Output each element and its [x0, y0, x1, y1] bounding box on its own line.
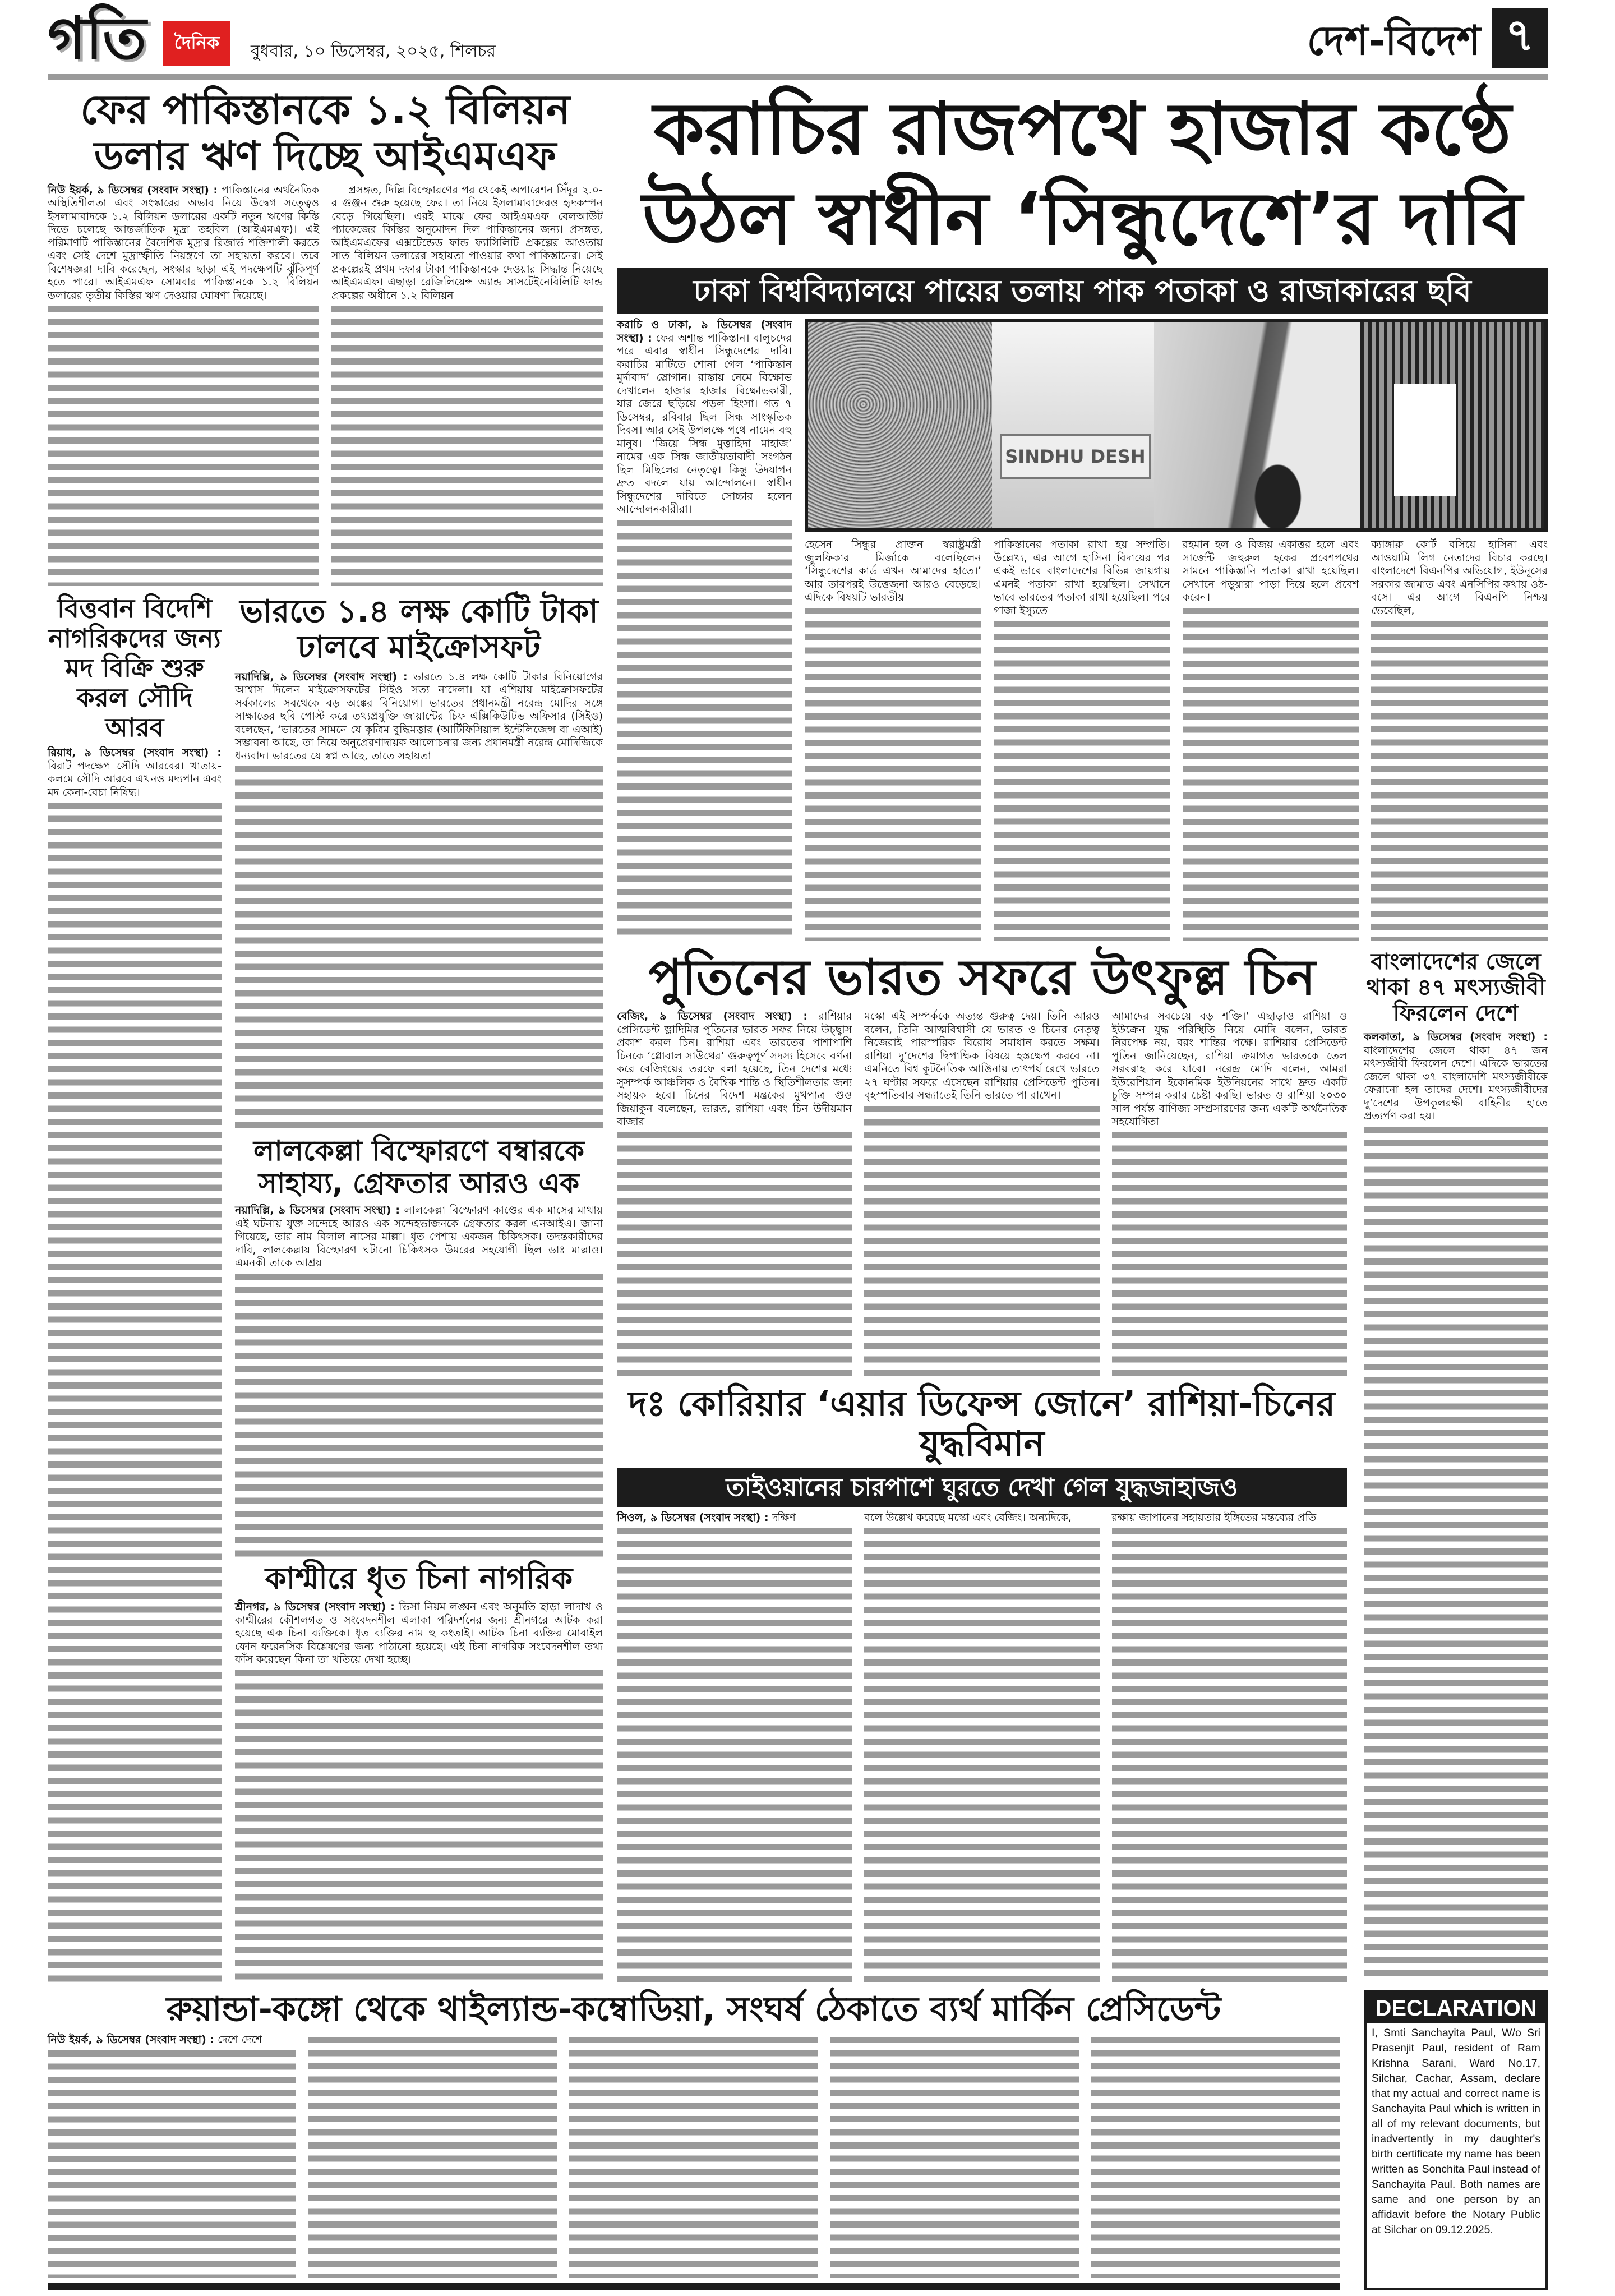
saudi-article — [48, 592, 222, 1983]
main-text: ফের অশান্ত পাকিস্তান। বালুচদের পরে এবার স্বাধীন সিন্ধুদেশের দাবি। করাচির মাটিতে শোনা গেল ‘পাকিস্তান মুর্দাবাদ’ স্লোগান। রাস্তায় নেমে বিক্ষোভ দেখালেন হাজার হাজার বিক্ষোভকারী, যার জেরে ছড়িয়ে পড়ল হিংসা। গত ৭ ডিসেম্বর, রবিবার ছিল সিন্ধ সাংস্কৃতিক দিবস। আর সেই উপলক্ষে পথে নামেন বহু মানুষ। ‘জিয়ে সিন্ধ মুত্তাহিদা মাহাজ’ নামের এক সিন্ধ জাতীয়তাবাদী সংগঠন ছিল মিছিলের নেতৃত্বে। কিন্তু উদযাপন দ্রুত বদলে যায় আন্দোলনে। স্বাধীন সিন্ধুদেশের দাবিতে সোচ্চার হলেন আন্দোলনকারীরা। — [617, 331, 792, 516]
text-filler — [830, 2034, 1079, 2278]
imf-dateline: নিউ ইয়র্ক, ৯ ডিসেম্বর (সংবাদ সংস্থা) : — [48, 183, 218, 196]
us-president-column-2 — [308, 2034, 557, 2278]
fishermen-article — [1364, 947, 1548, 1983]
kashmir-dateline: শ্রীনগর, ৯ ডিসেম্বর (সংবাদ সংস্থা) : — [235, 1601, 395, 1613]
microsoft-article — [235, 592, 603, 1133]
text-filler — [1112, 1129, 1347, 1381]
main-headline: করাচির রাজপথে হাজার কণ্ঠে উঠল স্বাধীন ‘সিন্ধুদেশে’র দাবি — [642, 86, 1522, 261]
photo-sindhudesh-banner — [992, 322, 1154, 528]
us-president-text: দেশে দেশে — [218, 2034, 262, 2046]
photo-crowd — [808, 322, 992, 528]
putin-text-3: আমাদের সবচেয়ে বড় শক্তি।’ এছাড়াও রাশিয়া ও ইউক্রেন যুদ্ধ পরিস্থিতি নিয়ে মোদি বলেন, ভারত নিরপেক্ষ নয়, বরং শান্তির পক্ষে। রাশিয়ার প্রেসিডেন্ট পুতিন জানিয়েছেন, রাশিয়া ক্রমাগত ভারতকে তেল সরবরাহ করে যাবে। নরেন্দ্র মোদি বলেন, আমরা ইউরেশিয়ান ইকোনমিক ইউনিয়নের সাথে দ্রুত একটি চুক্তি সম্পন্ন করার চেষ্টা করছি। ভারত ও রাশিয়া ২০৩০ সাল পর্যন্ত বাণিজ্য সম্প্রসারণের জন্য একটি অর্থনৈতিক সহযোগিতা — [1111, 1010, 1347, 1128]
imf-body — [48, 184, 603, 586]
text-filler — [48, 2047, 296, 2279]
text-filler — [235, 1667, 603, 1983]
putin-text-2: মস্কো এই সম্পর্ককে অত্যন্ত গুরুত্ব দেয়। তিনি আরও বলেন, তিনি আত্মবিশ্বাসী যে ভারত ও চিনের নেতৃত্ব নিজেরাই পারস্পরিক বিরোধ সমাধান করতে সক্ষম। রাশিয়া দু’দেশের দ্বিপাক্ষিক বিষয়ে হস্তক্ষেপ করবে না। এমনিতে বিশ্ব কূটনৈতিক আঙিনায় তাৎপর্য রেখে ভারতে ২৭ ঘণ্টার সফরে এসেছেন রাশিয়ার প্রেসিডেন্ট পুতিন। বৃহস্পতিবার সন্ধ্যাতেই তিনি ভারতে পা রাখেন। — [864, 1010, 1100, 1102]
fishermen-body — [1364, 1031, 1548, 1983]
text-filler — [805, 605, 981, 942]
main-grid — [48, 84, 1548, 1983]
section-title: দেশ-বিদেশ — [1307, 17, 1480, 64]
us-president-dateline: নিউ ইয়র্ক, ৯ ডিসেম্বর (সংবাদ সংস্থা) : — [48, 2034, 215, 2046]
kashmir-body — [235, 1601, 603, 1983]
microsoft-text: ভারতে ১.৪ লক্ষ কোটি টাকার বিনিয়োগের আশ্বাস দিলেন মাইক্রোসফটের সিইও সত্য নাদেলা। যা এশিয়ায় মাইক্রোসফটের সর্বকালের সবথেকে বড় অঙ্কের বিনিয়োগ। ভারতের প্রধানমন্ত্রী নরেন্দ্র মোদির সঙ্গে সাক্ষাতের ছবি পোস্ট করে তথ্যপ্রযুক্তি জায়ান্টের চিফ এক্সিকিউটিভ অফিসার (সিইও) বলেছেন, ‘ভারতের সামনে যে কৃত্রিম বুদ্ধিমত্তার (আর্টিফিসিয়াল ইন্টেলিজেন্স বা এআই) সম্ভাবনা আছে, তা নিয়ে অনুপ্রেরণাদায়ক আলোচনার জন্য প্রধানমন্ত্রী নরেন্দ্র মোদিজিকে ধন্যবাদ। ভারতের যে স্বপ্ন আছে, তাতে সহায়তা — [235, 670, 603, 762]
imf-headline: ফের পাকিস্তানকে ১.২ বিলিয়ন ডলার ঋণ দিচ্ছে আইএমএফ — [80, 86, 570, 179]
text-filler — [617, 517, 792, 942]
main-dateline: করাচি ও ঢাকা, ৯ ডিসেম্বর (সংবাদ সংস্থা) : — [617, 319, 792, 344]
kashmir-text: ভিসা নিয়ম লঙ্ঘন এবং অনুমতি ছাড়া লাদাখ ও কাশ্মীরের কৌশলগত ও সংবেদনশীল এলাকা পরিদর্শনের জন্য শ্রীনগরে আটক করা হয়েছে এক চিনা ব্যক্তিকে। ধৃত ব্যক্তির নাম হু কংতাই। আটক চিনা ব্যক্তির মোবাইল ফোন ফরেনসিক বিশ্লেষণের জন্য পাঠানো হয়েছে। এই চিনা নাগরিক সংবেদনশীল তথ্য ফাঁস করেছেন কিনা তা খতিয়ে দেখা হচ্ছে। — [235, 1601, 603, 1666]
korea-column-1 — [617, 1511, 852, 1983]
text-filler — [617, 1129, 852, 1381]
putin-dateline: বেজিং, ৯ ডিসেম্বর (সংবাদ সংস্থা) : — [617, 1010, 808, 1023]
main-text-2: হেসেন সিন্ধুর প্রাক্তন স্বরাষ্ট্রমন্ত্রী জুলফিকার মির্জাকে বলেছিলেন ‘সিন্ধুদেশের কার্ড এখন আমাদের হাতে।’ আর তারপরই উত্তেজনা আরও বেড়েছে। এদিকে বিষয়টি ভারতীয় — [805, 538, 981, 604]
main-text-5: ক্যাঙ্গারু কোর্ট বসিয়ে হাসিনা এবং আওয়ামি লিগ নেতাদের বিচার করছে। বাংলাদেশে বিএনপির অভিযোগ, ইউনূসের সরকার জামাত এবং এনসিপির কথায় ওঠ-বসে। এর আগে বিএনপি নিশ্চয় ভেবেছিল, — [1371, 538, 1548, 617]
text-filler — [864, 1103, 1099, 1381]
us-president-headline: রুয়ান্ডা-কঙ্গো থেকে থাইল্যান্ড-কম্বোডিয়া, সংঘর্ষ ঠেকাতে ব্যর্থ মার্কিন প্রেসিডেন্ট — [166, 1990, 1221, 2029]
text-filler — [48, 302, 319, 586]
putin-column-3 — [1112, 1010, 1347, 1381]
photo-poster-grating — [1360, 322, 1544, 528]
text-filler — [1183, 605, 1359, 942]
text-filler — [308, 2034, 557, 2278]
declaration-title: DECLARATION — [1367, 1993, 1545, 2023]
page-number-text: ৭ — [1505, 9, 1535, 61]
text-filler — [1112, 1524, 1347, 1983]
declaration-box — [1364, 1990, 1548, 2290]
main-story — [617, 319, 1548, 941]
korea-text: দক্ষিণ — [772, 1511, 796, 1524]
main-text-3: পাকিস্তানের পতাকা রাখা হয় সম্প্রতি। উল্লেখ্য, এর আগে হাসিনা বিদায়ের পর একই ভাবে বাংলাদেশের বিভিন্ন জায়গায় এমনই পতাকা রাখা হয়েছিল। সেখানে ভাবে ভারতের পতাকা রাখা হয়েছিল। পরে গাজা ইস্যুতে — [993, 538, 1170, 617]
right-column — [617, 84, 1548, 1983]
main-column-5 — [1371, 538, 1548, 941]
us-president-column-5 — [1091, 2034, 1340, 2278]
korea-column-2 — [864, 1511, 1099, 1983]
putin-column-2 — [864, 1010, 1099, 1381]
right-lower — [617, 947, 1548, 1983]
korea-dateline: সিওল, ৯ ডিসেম্বর (সংবাদ সংস্থা) : — [617, 1511, 769, 1524]
declaration-text: I, Smti Sanchayita Paul, W/o Sri Prasenjit Paul, resident of Ram Krishna Sarani, Ward No.17, Silchar, Cachar, Assam, declare that my actual and correct name is Sanchayita Paul which is written in all of my relevant documents, but inadvertently in my daughter's birth certificate my name has been written as Sonchita Paul instead of Sanchayita Paul. Both names are same and one person by an affidavit before the Notary Public at Silchar on 09.12.2025. — [1372, 2027, 1540, 2236]
kashmir-article — [235, 1559, 603, 1983]
photo-banner-text: SINDHU DESH — [1000, 434, 1150, 479]
date-line: বুধবার, ১০ ডিসেম্বর, ২০২৫, শিলচর — [250, 42, 496, 61]
putin-article — [617, 947, 1347, 1381]
us-president-column-1 — [48, 2034, 296, 2278]
text-filler — [1091, 2034, 1340, 2278]
text-filler — [617, 1524, 852, 1983]
main-subheadline: ঢাকা বিশ্ববিদ্যালয়ে পায়ের তলায় পাক পতাকা ও রাজাকারের ছবি — [617, 268, 1548, 314]
main-column-4 — [1183, 538, 1359, 941]
text-filler — [1371, 617, 1548, 941]
putin-headline: পুতিনের ভারত সফরে উৎফুল্ল চিন — [648, 948, 1316, 1007]
main-lower-columns — [805, 538, 1548, 941]
left-lower-right — [235, 592, 603, 1983]
page-number — [1492, 8, 1548, 68]
fishermen-text: বাংলাদেশের জেলে থাকা ৪৭ জন মৎস্যজীবী ফিরলেন দেশে। এদিকে ভারতের জেলে থাকা ৩৭ বাংলাদেশি মৎস্যজীবীকে ফেরানো হল তাদের দেশে। মৎস্যজীবীদের দু’দেশের উপকূলরক্ষী বাহিনীর হাতে প্রত্যর্পণ করা হয়। — [1364, 1044, 1548, 1123]
korea-article — [617, 1381, 1347, 1983]
saudi-body — [48, 746, 222, 1983]
microsoft-body — [235, 671, 603, 1133]
imf-column-1 — [48, 184, 319, 586]
left-column — [48, 84, 603, 1983]
main-photo — [805, 319, 1548, 532]
text-filler — [48, 799, 222, 1983]
imf-column-2 — [331, 184, 603, 586]
left-lower — [48, 592, 603, 1983]
saudi-headline: বিত্তবান বিদেশি নাগরিকদের জন্য মদ বিক্রি শুরু করল সৌদি আরব — [48, 593, 221, 743]
us-president-article — [48, 1990, 1340, 2290]
fishermen-headline: বাংলাদেশের জেলে থাকা ৪৭ মৎস্যজীবী ফিরলেন দেশে — [1366, 949, 1545, 1027]
redfort-text: লালকেল্লা বিস্ফোরণ কাণ্ডের এক মাসের মাথায় এই ঘটনায় যুক্ত সন্দেহে আরও এক সন্দেহভাজনকে গ্রেফতার করল এনআইএ। জানা গিয়েছে, তার নাম বিলাল নাসের মাল্লা। ধৃত পেশায় একজন চিকিৎসক। তদন্তকারীদের দাবি, লালকেল্লায় বিস্ফোরণ ঘটানো চিকিৎসক উমরের সহযোগী ছিল ডাঃ মাল্লাও। এমনকী তাকে আশ্রয় — [235, 1204, 603, 1269]
logo: গতি — [48, 4, 146, 72]
imf-text-2: প্রসঙ্গত, দিল্লি বিস্ফোরণের পর থেকেই অপারেশন সিঁদুর ২.০-র গুঞ্জন শুরু হয়েছে ফের। তা নিয়ে ইসলামাবাদেরও হৃদকম্পন বেড়ে গিয়েছিল। এরই মাঝে ফের আইএমএফ বেলআউট প্যাকেজের কিস্তির অনুমোদন দিল পাকিস্তানের জন্য। প্রসঙ্গত, আইএমএফের এক্সটেন্ডেড ফান্ড ফ্যাসিলিটি প্রকল্পের আওতায় সাত বিলিয়ন ডলারের সহায়তা পাওয়ার কথা পাকিস্তানের। সেই প্রকল্পেরই প্রথম দফার টাকা পাকিস্তানকে দেওয়ার সিদ্ধান্ত নিয়েছে আইএমএফ। এছাড়া রেজিলিয়েন্স অ্যান্ড সাসটেইনেবিলিটি ফান্ড প্রকল্পের অধীনে ১.২ বিলিয়ন — [331, 183, 603, 302]
putin-text: রাশিয়ার প্রেসিডেন্ট ভ্লাদিমির পুতিনের ভারত সফর নিয়ে উচ্ছ্বাস প্রকাশ করল চিন। রাশিয়া এবং ভারতের পাশাপাশি চিনকে ‘গ্লোবাল সাউথের’ গুরুত্বপূর্ণ সদস্য হিসেবে বর্ণনা করে বেজিংয়ের তরফে বলা হয়েছে, তিন দেশের মধ্যে সুসম্পর্ক আঞ্চলিক ও বৈশ্বিক শান্তি ও স্থিতিশীলতার জন্য সহায়ক হবে। চিনের বিদেশ মন্ত্রকের মুখপাত্র গুও জিয়াকুন বলেছেন, ভারত, রাশিয়া এবং চিন উদীয়মান বাজার — [617, 1010, 852, 1128]
korea-text-2: বলে উল্লেখ করেছে মস্কো এবং বেজিং। অন্যদিকে, — [864, 1511, 1072, 1524]
text-filler — [331, 302, 603, 586]
text-filler — [994, 617, 1170, 941]
korea-column-3 — [1112, 1511, 1347, 1983]
redfort-headline: লালকেল্লা বিস্ফোরণে বম্বারকে সাহায্য, গ্রেফতার আরও এক — [253, 1135, 585, 1200]
text-filler — [235, 763, 603, 1133]
main-story-right — [805, 319, 1548, 941]
text-filler — [1364, 1123, 1548, 1983]
main-text-4: রহমান হল ও বিজয় একাত্তর হলে এবং সার্জেন্ট জহুরুল হকের প্রবেশপথের সামনে পাকিস্তানি পতাকা রাখা হয়েছিল। সেখানে পড়ুয়ারা পাড়া দিয়ে হলে প্রবেশ করেন। — [1182, 538, 1359, 604]
imf-text: পাকিস্তানের অর্থনৈতিক অস্থিতিশীলতা এবং সংস্কারের অভাব নিয়ে উদ্বেগ সত্ত্বেও ইসলামাবাদকে ১.২ বিলিয়ন ডলারের একটি নতুন ঋণের কিস্তি দিতে চলেছে আন্তর্জাতিক মুদ্রা তহবিল (আইএমএফ)। এই পরিমাণটি পাকিস্তানের বৈদেশিক মুদ্রার রিজার্ভ শক্তিশালী করতে এবং সেই দেশে মুদ্রাস্ফীতি নিয়ন্ত্রণে তা সহায়তা করবে। তবে বিশেষজ্ঞরা দাবি করেছেন, সংস্কার ছাড়া এই পদক্ষেপটি ঝুঁকিপূর্ণ হতে পারে। আইএমএফ সোমবার পাকিস্তানকে ১.২ বিলিয়ন ডলারের তৃতীয় কিস্তির ঋণ দেওয়ার ঘোষণা দিয়েছে। — [48, 183, 319, 302]
bottom-row — [48, 1990, 1548, 2290]
putin-column-1 — [617, 1010, 852, 1381]
us-president-body — [48, 2034, 1340, 2278]
kashmir-headline: কাশ্মীরে ধৃত চিনা নাগরিক — [265, 1561, 573, 1596]
right-lower-left — [617, 947, 1347, 1983]
redfort-article — [235, 1133, 603, 1559]
saudi-dateline: রিয়াধ, ৯ ডিসেম্বর (সংবাদ সংস্থা) : — [48, 746, 222, 759]
saudi-text: বিরাট পদক্ষেপ সৌদি আরবের। খাতায়-কলমে সৌদি আরবে এখনও মদ্যপান এবং মদ কেনা-বেচা নিষিদ্ধ। — [48, 759, 222, 799]
photo-foot-on-flag — [1154, 322, 1360, 528]
korea-text-3: রক্ষায় জাপানের সহায়তার ইঙ্গিতের মন্তব্যের প্রতি — [1111, 1511, 1317, 1524]
text-filler — [235, 1270, 603, 1560]
text-filler — [864, 1524, 1099, 1983]
korea-headline: দঃ কোরিয়ার ‘এয়ার ডিফেন্স জোনে’ রাশিয়া-চিনের যুদ্ধবিমান — [628, 1383, 1336, 1464]
masthead — [48, 0, 1548, 80]
putin-body — [617, 1010, 1347, 1381]
main-column-3 — [994, 538, 1170, 941]
us-president-column-3 — [569, 2034, 818, 2278]
redfort-dateline: নয়াদিল্লি, ৯ ডিসেম্বর (সংবাদ সংস্থা) : — [235, 1204, 400, 1216]
korea-subheadline: তাইওয়ানের চারপাশে ঘুরতে দেখা গেল যুদ্ধজাহাজও — [617, 1468, 1347, 1507]
main-caption-column — [617, 319, 792, 941]
microsoft-headline: ভারতে ১.৪ লক্ষ কোটি টাকা ঢালবে মাইক্রোসফট — [239, 593, 598, 666]
bottom-rule — [48, 2283, 1340, 2290]
microsoft-dateline: নয়াদিল্লি, ৯ ডিসেম্বর (সংবাদ সংস্থা) : — [235, 670, 408, 683]
korea-body — [617, 1511, 1347, 1983]
main-column-2 — [805, 538, 981, 941]
brand-badge-text: দৈনিক — [174, 32, 220, 53]
redfort-body — [235, 1204, 603, 1559]
fishermen-dateline: কলকাতা, ৯ ডিসেম্বর (সংবাদ সংস্থা) : — [1364, 1031, 1548, 1044]
imf-article — [48, 84, 603, 586]
us-president-column-4 — [830, 2034, 1079, 2278]
text-filler — [569, 2034, 818, 2278]
brand-badge — [163, 21, 230, 66]
